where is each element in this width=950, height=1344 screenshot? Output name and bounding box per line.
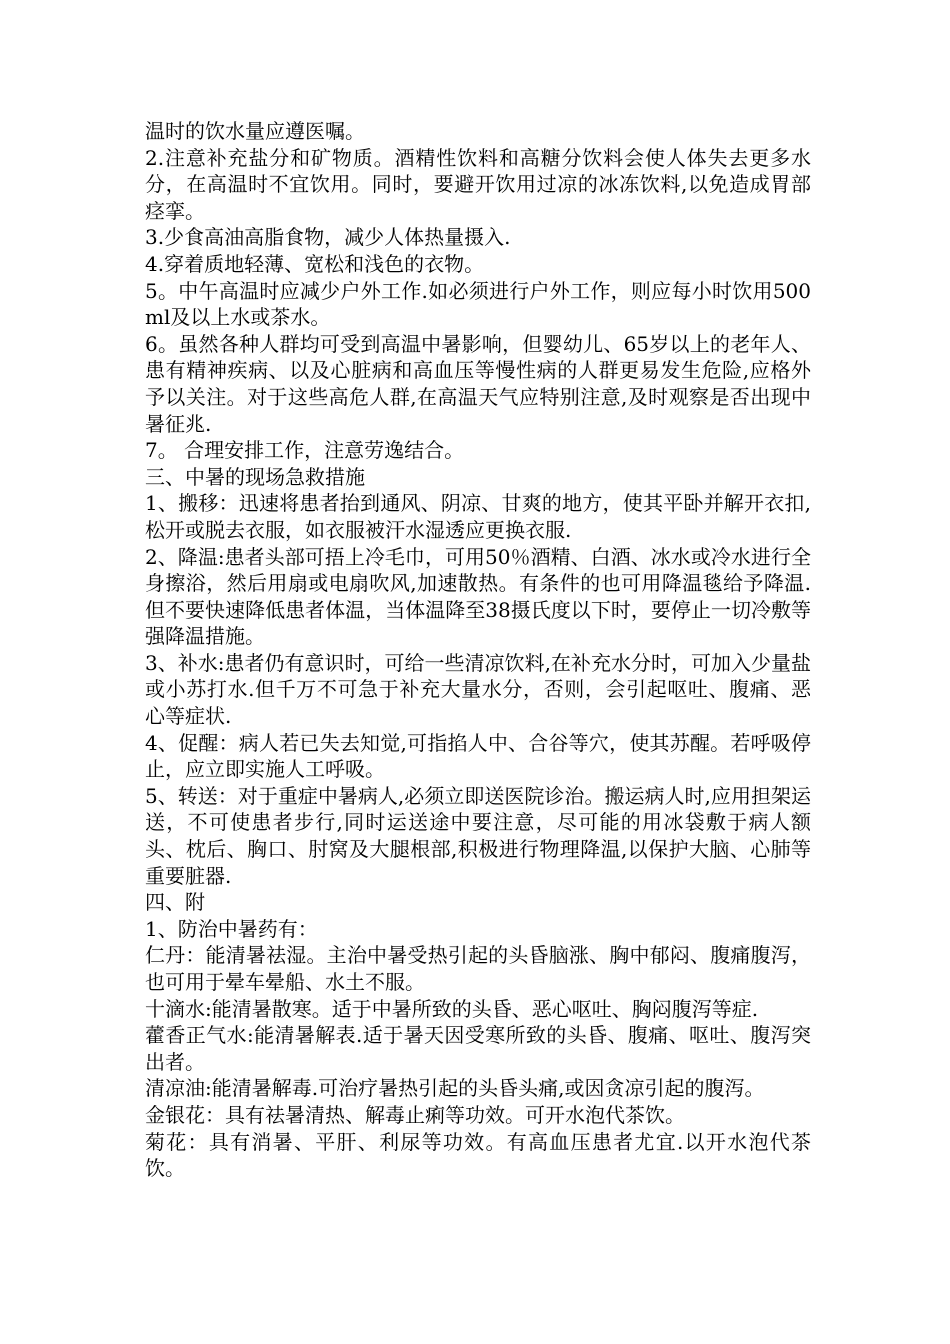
paragraph-shidishui: 十滴水:能清暑散寒。适于中暑所致的头昏、恶心呕吐、胸闷腹泻等症. <box>145 996 759 1021</box>
paragraph-huoxiang: 藿香正气水:能清暑解表.适于暑天因受寒所致的头昏、腹痛、呕吐、腹泻突出者。 <box>145 1023 811 1074</box>
paragraph-light-clothing: 4.穿着质地轻薄、宽松和浅色的衣物。 <box>145 251 485 276</box>
section-heading-first-aid: 三、中暑的现场急救措施 <box>145 464 365 489</box>
paragraph-salt-minerals: 2.注意补充盐分和矿物质。酒精性饮料和高糖分饮料会使人体失去更多水分，在高温时不宜饮用。同时，要避开饮用过凉的冰冻饮料,以免造成胃部痉挛。 <box>145 145 811 223</box>
paragraph-honeysuckle: 金银花：具有祛暑清热、解毒止痢等功效。可开水泡代茶饮。 <box>145 1102 685 1127</box>
paragraph-qingliangyou: 清凉油:能清暑解毒.可治疗暑热引起的头昏头痛,或因贪凉引起的腹泻。 <box>145 1076 765 1101</box>
section-heading-appendix: 四、附 <box>145 890 205 915</box>
paragraph-chrysanthemum: 菊花：具有消暑、平肝、利尿等功效。有高血压患者尤宜.以开水泡代茶饮。 <box>145 1129 811 1181</box>
paragraph-transfer: 5、转送：对于重症中暑病人,必须立即送医院诊治。搬运病人时,应用担架运送，不可使患者步行,同时运送途中要注意，尽可能的用冰袋敷于病人额头、枕后、胸口、肘窝及大腿根部,积极进行物理降温,以保护大脑、心肺等重要脏器. <box>145 783 811 888</box>
paragraph-rehydrate: 3、补水:患者仍有意识时，可给一些清凉饮料,在补充水分时，可加入少量盐或小苏打水.但千万不可急于补充大量水分，否则，会引起呕吐、腹痛、恶心等症状. <box>145 650 811 729</box>
paragraph-high-risk-groups: 6。虽然各种人群均可受到高温中暑影响，但婴幼儿、65岁以上的老年人、患有精神疾病、以及心脏病和高血压等慢性病的人群更易发生危险,应格外予以关注。对于这些高危人群,在高温天气应特别注意,及时观察是否出现中暑征兆. <box>145 331 811 436</box>
paragraph-revive: 4、促醒：病人若已失去知觉,可指掐人中、合谷等穴，使其苏醒。若呼吸停止，应立即实施人工呼吸。 <box>145 730 811 782</box>
document-page <box>145 118 811 1182</box>
paragraph-rendan: 仁丹：能清暑祛湿。主治中暑受热引起的头昏脑涨、胸中郁闷、腹痛腹泻，也可用于晕车晕船、水土不服。 <box>145 943 811 994</box>
paragraph-less-fat: 3.少食高油高脂食物，减少人体热量摄入. <box>145 225 511 250</box>
paragraph-noon-outdoor-work: 5。中午高温时应减少户外工作.如必须进行户外工作，则应每小时饮用500ml及以上水或茶水。 <box>145 278 811 330</box>
paragraph-cool-down: 2、降温:患者头部可捂上冷毛巾，可用50％酒精、白酒、冰水或冷水进行全身擦浴，然后用扇或电扇吹风,加速散热。有条件的也可用降温毯给予降温.但不要快速降低患者体温，当体温降至38摄氏度以下时，要停止一切冷敷等强降温措施。 <box>145 544 811 649</box>
paragraph-work-rest-balance: 7。 合理安排工作，注意劳逸结合。 <box>145 438 465 463</box>
subheading-medicines: 1、防治中暑药有： <box>145 916 318 941</box>
paragraph-water-intake-tail: 温时的饮水量应遵医嘱。 <box>145 119 365 143</box>
paragraph-move-patient: 1、搬移：迅速将患者抬到通风、阴凉、甘爽的地方，使其平卧并解开衣扣,松开或脱去衣服，如衣服被汗水湿透应更换衣服. <box>145 491 811 542</box>
